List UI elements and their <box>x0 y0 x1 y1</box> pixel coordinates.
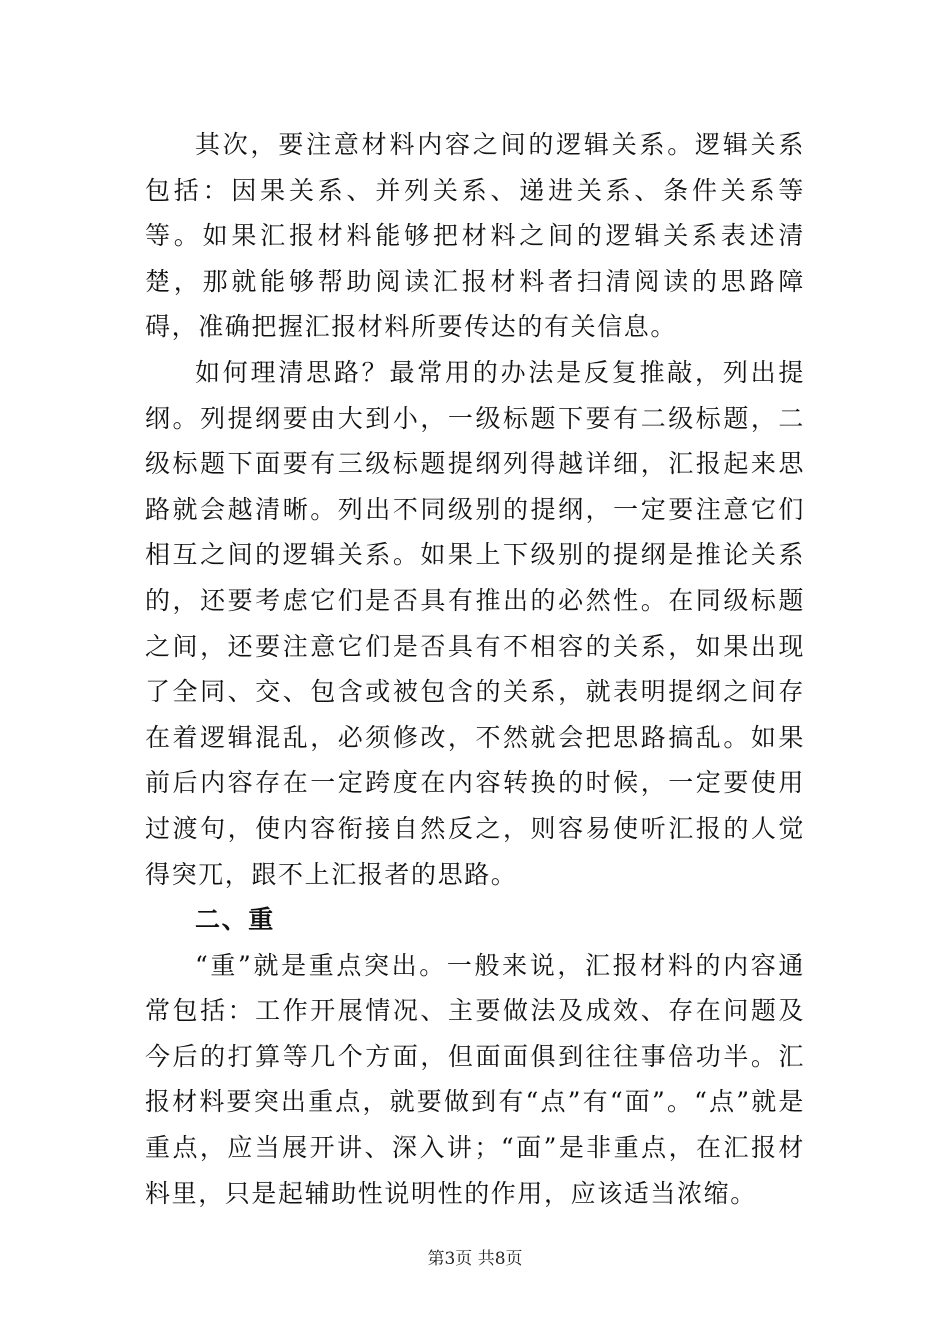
document-body <box>145 122 805 1216</box>
page-footer: 第3页 共8页 <box>427 1249 523 1269</box>
paragraph-outline-method: 如何理清思路？最常用的办法是反复推敲，列出提纲。列提纲要由大到小，一级标题下要有二级标题，二级标题下面要有三级标题提纲列得越详细，汇报起来思路就会越清晰。列出不同级别的提纲，一定要注意它们相互之间的逻辑关系。如果上下级别的提纲是推论关系的，还要考虑它们是否具有推出的必然性。在同级标题之间，还要注意它们是否具有不相容的关系，如果出现了全同、交、包含或被包含的关系，就表明提纲之间存在着逻辑混乱，必须修改，不然就会把思路搞乱。如果前后内容存在一定跨度在内容转换的时候，一定要使用过渡句，使内容衔接自然反之，则容易使听汇报的人觉得突兀，跟不上汇报者的思路。 <box>145 357 805 889</box>
paragraph-logic-relations: 其次，要注意材料内容之间的逻辑关系。逻辑关系包括：因果关系、并列关系、递进关系、条件关系等等。如果汇报材料能够把材料之间的逻辑关系表述清楚，那就能够帮助阅读汇报材料者扫清阅读的思路障碍，准确把握汇报材料所要传达的有关信息。 <box>145 130 805 342</box>
section-heading-zhong: 二、重 <box>195 905 275 935</box>
paragraph-key-points: “重”就是重点突出。一般来说，汇报材料的内容通常包括：工作开展情况、主要做法及成效、存在问题及今后的打算等几个方面，但面面俱到往往事倍功半。汇报材料要突出重点，就要做到有“点”有“面”。“点”就是重点，应当展开讲、深入讲；“面”是非重点，在汇报材料里，只是起辅助性说明性的作用，应该适当浓缩。 <box>145 950 805 1208</box>
